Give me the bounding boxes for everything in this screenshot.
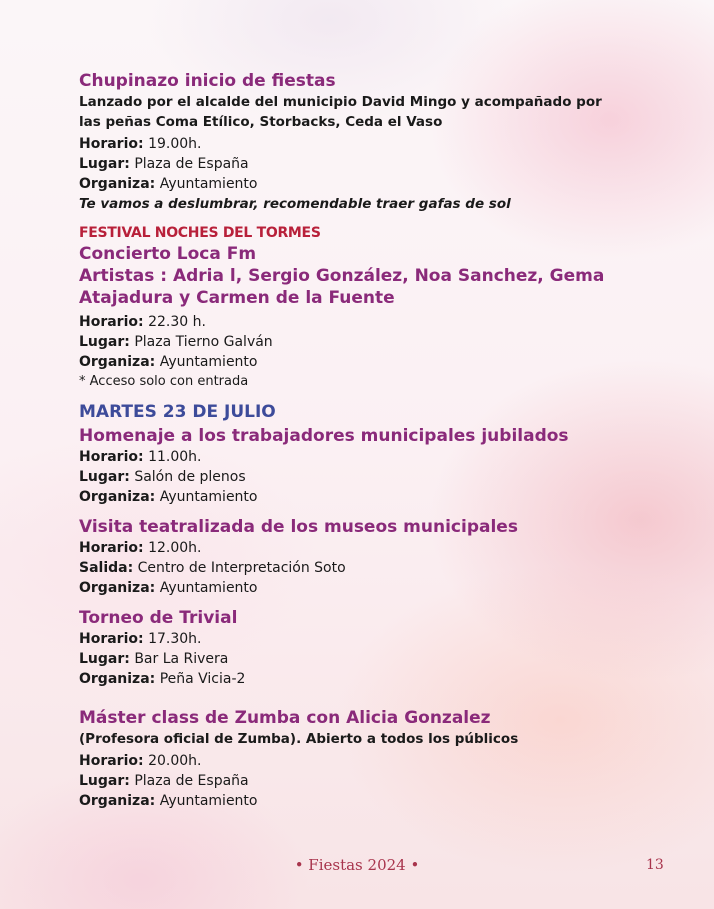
event-title: Concierto Loca Fm bbox=[79, 244, 257, 264]
horario-line bbox=[79, 447, 679, 467]
lugar-value: Plaza de España bbox=[134, 773, 249, 789]
lugar-line bbox=[79, 771, 679, 791]
horario-value: 22.30 h. bbox=[148, 314, 206, 330]
organiza-label: Organiza: bbox=[79, 489, 156, 505]
organiza-value: Ayuntamiento bbox=[159, 354, 258, 370]
organiza-label: Organiza: bbox=[79, 671, 156, 687]
organiza-value: Ayuntamiento bbox=[159, 793, 258, 809]
horario-label: Horario: bbox=[79, 631, 144, 647]
event-description bbox=[79, 92, 679, 132]
horario-value: 12.00h. bbox=[148, 540, 202, 556]
organiza-value: Ayuntamiento bbox=[159, 489, 258, 505]
horario-line bbox=[79, 312, 679, 332]
horario-label: Horario: bbox=[79, 540, 144, 556]
description-line-2: las peñas Coma Etílico, Storbacks, Ceda el Vaso bbox=[79, 114, 443, 130]
lugar-value: Salón de plenos bbox=[134, 469, 246, 485]
lugar-value: Plaza Tierno Galván bbox=[134, 334, 273, 350]
event-note: Te vamos a deslumbrar, recomendable traer gafas de sol bbox=[79, 196, 511, 212]
event-note: * Acceso solo con entrada bbox=[79, 374, 249, 389]
event-title: Torneo de Trivial bbox=[79, 608, 238, 628]
lugar-label: Lugar: bbox=[79, 334, 130, 350]
horario-line bbox=[79, 538, 679, 558]
event-zumba bbox=[79, 707, 679, 811]
program-content bbox=[79, 70, 679, 820]
horario-label: Horario: bbox=[79, 314, 144, 330]
lugar-label: Lugar: bbox=[79, 651, 130, 667]
artists-line-1: Artistas : Adria l, Sergio González, Noa Sanchez, Gema bbox=[79, 266, 605, 286]
event-trivial bbox=[79, 607, 679, 689]
horario-line bbox=[79, 629, 679, 649]
lugar-label: Lugar: bbox=[79, 469, 130, 485]
horario-line bbox=[79, 134, 679, 154]
footer-title: • Fiestas 2024 • bbox=[294, 856, 420, 874]
salida-label: Salida: bbox=[79, 560, 134, 576]
event-title: Homenaje a los trabajadores municipales jubilados bbox=[79, 426, 569, 446]
artists-line-2: Atajadura y Carmen de la Fuente bbox=[79, 288, 395, 308]
lugar-label: Lugar: bbox=[79, 773, 130, 789]
organiza-value: Peña Vicia-2 bbox=[159, 671, 246, 687]
horario-label: Horario: bbox=[79, 449, 144, 465]
salida-value: Centro de Interpretación Soto bbox=[137, 560, 346, 576]
lugar-line bbox=[79, 467, 679, 487]
festival-heading: FESTIVAL NOCHES DEL TORMES bbox=[79, 225, 321, 241]
horario-label: Horario: bbox=[79, 136, 144, 152]
event-title: Chupinazo inicio de fiestas bbox=[79, 71, 336, 91]
organiza-label: Organiza: bbox=[79, 580, 156, 596]
organiza-line bbox=[79, 487, 679, 507]
day-heading: MARTES 23 DE JULIO bbox=[79, 402, 276, 422]
description-line-1: Lanzado por el alcalde del municipio David Mingo y acompañado por bbox=[79, 94, 602, 110]
event-visita bbox=[79, 516, 679, 598]
lugar-value: Plaza de España bbox=[134, 156, 249, 172]
organiza-line bbox=[79, 669, 679, 689]
organiza-value: Ayuntamiento bbox=[159, 176, 258, 192]
lugar-value: Bar La Rivera bbox=[134, 651, 229, 667]
organiza-line bbox=[79, 791, 679, 811]
horario-value: 19.00h. bbox=[148, 136, 202, 152]
organiza-line bbox=[79, 352, 679, 372]
horario-value: 20.00h. bbox=[148, 753, 202, 769]
event-title: Visita teatralizada de los museos municipales bbox=[79, 517, 518, 537]
lugar-line bbox=[79, 332, 679, 352]
event-description: (Profesora oficial de Zumba). Abierto a todos los públicos bbox=[79, 731, 519, 747]
horario-value: 11.00h. bbox=[148, 449, 202, 465]
organiza-label: Organiza: bbox=[79, 354, 156, 370]
organiza-line bbox=[79, 578, 679, 598]
horario-value: 17.30h. bbox=[148, 631, 202, 647]
salida-line bbox=[79, 558, 679, 578]
organiza-label: Organiza: bbox=[79, 793, 156, 809]
horario-label: Horario: bbox=[79, 753, 144, 769]
page-number: 13 bbox=[646, 857, 664, 873]
organiza-value: Ayuntamiento bbox=[159, 580, 258, 596]
event-chupinazo bbox=[79, 70, 679, 214]
lugar-line bbox=[79, 154, 679, 174]
event-title: Máster class de Zumba con Alicia Gonzalez bbox=[79, 708, 491, 728]
event-festival bbox=[79, 223, 679, 392]
organiza-label: Organiza: bbox=[79, 176, 156, 192]
event-homenaje bbox=[79, 425, 679, 507]
lugar-label: Lugar: bbox=[79, 156, 130, 172]
event-artists bbox=[79, 265, 679, 309]
lugar-line bbox=[79, 649, 679, 669]
horario-line bbox=[79, 751, 679, 771]
organiza-line bbox=[79, 174, 679, 194]
